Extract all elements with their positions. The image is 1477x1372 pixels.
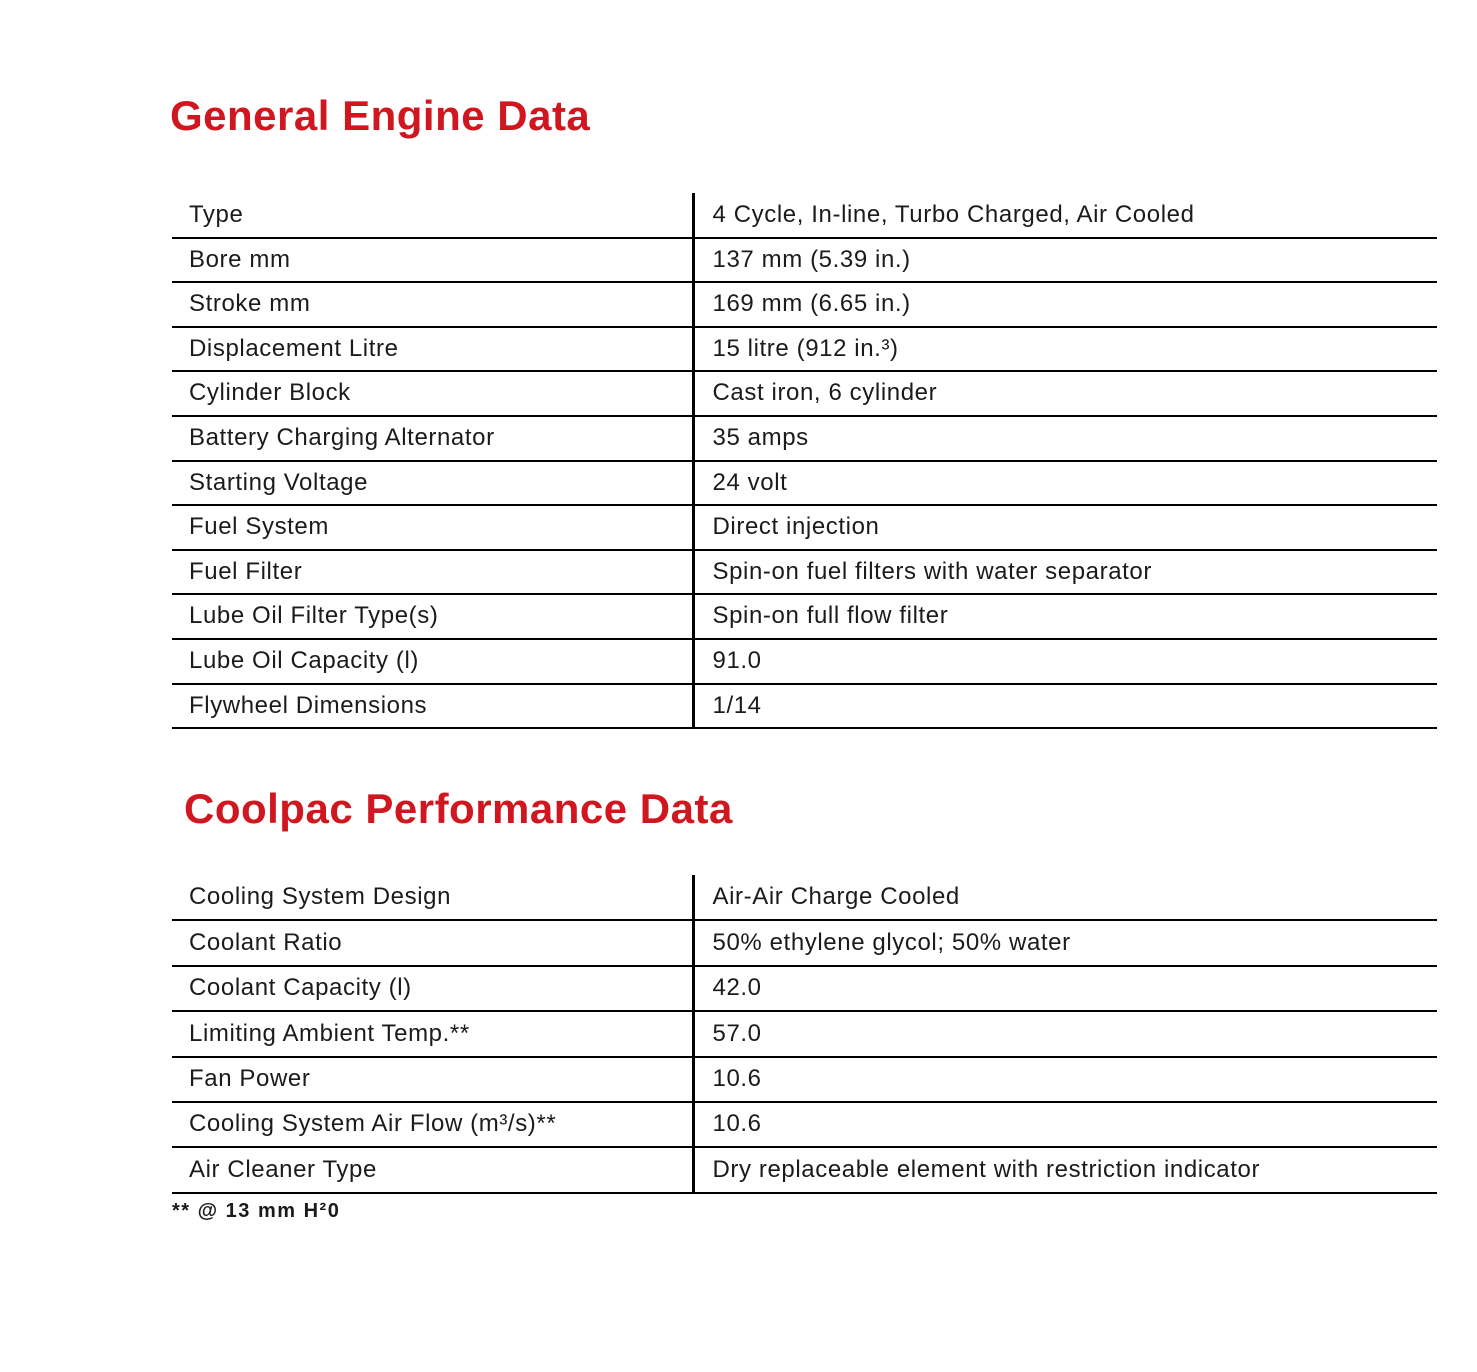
spec-label: Coolant Ratio (172, 920, 693, 965)
spec-value: Direct injection (693, 505, 1437, 550)
spec-label: Coolant Capacity (l) (172, 966, 693, 1011)
spec-value: 50% ethylene glycol; 50% water (693, 920, 1437, 965)
table-row (172, 594, 1437, 639)
spec-label: Fuel Filter (172, 550, 693, 595)
spec-label: Battery Charging Alternator (172, 416, 693, 461)
table-row (172, 1057, 1437, 1102)
table-row (172, 461, 1437, 506)
spec-label: Air Cleaner Type (172, 1147, 693, 1192)
table-row (172, 1011, 1437, 1056)
coolpac-performance-data-table (172, 875, 1437, 1194)
table-row (172, 416, 1437, 461)
spec-value: 91.0 (693, 639, 1437, 684)
table-row (172, 282, 1437, 327)
table-row (172, 639, 1437, 684)
spec-value: Spin-on full flow filter (693, 594, 1437, 639)
spec-label: Lube Oil Capacity (l) (172, 639, 693, 684)
spec-label: Cooling System Design (172, 875, 693, 920)
spec-value: 1/14 (693, 684, 1437, 729)
spec-label: Starting Voltage (172, 461, 693, 506)
spec-value: Cast iron, 6 cylinder (693, 371, 1437, 416)
section-title-general-engine-data: General Engine Data (170, 92, 591, 139)
table-footnote: ** @ 13 mm H²0 (172, 1200, 341, 1222)
spec-value: 35 amps (693, 416, 1437, 461)
spec-label: Cooling System Air Flow (m³/s)** (172, 1102, 693, 1147)
table-row (172, 875, 1437, 920)
table-row (172, 966, 1437, 1011)
spec-value: 57.0 (693, 1011, 1437, 1056)
spec-label: Lube Oil Filter Type(s) (172, 594, 693, 639)
table-row (172, 193, 1437, 238)
spec-value: 169 mm (6.65 in.) (693, 282, 1437, 327)
table-row (172, 1102, 1437, 1147)
spec-value: 42.0 (693, 966, 1437, 1011)
spec-value: Spin-on fuel filters with water separator (693, 550, 1437, 595)
spec-label: Limiting Ambient Temp.** (172, 1011, 693, 1056)
spec-label: Stroke mm (172, 282, 693, 327)
spec-label: Fan Power (172, 1057, 693, 1102)
table-row (172, 920, 1437, 965)
table-row (172, 684, 1437, 729)
spec-label: Fuel System (172, 505, 693, 550)
spec-label: Cylinder Block (172, 371, 693, 416)
section-title-coolpac-performance-data: Coolpac Performance Data (184, 785, 733, 832)
spec-value: 15 litre (912 in.³) (693, 327, 1437, 372)
spec-label: Bore mm (172, 238, 693, 283)
table-row (172, 327, 1437, 372)
spec-label: Type (172, 193, 693, 238)
table-row (172, 1147, 1437, 1192)
table-row (172, 371, 1437, 416)
table-row (172, 238, 1437, 283)
spec-value: 137 mm (5.39 in.) (693, 238, 1437, 283)
spec-value: 4 Cycle, In-line, Turbo Charged, Air Cooled (693, 193, 1437, 238)
spec-value: 10.6 (693, 1057, 1437, 1102)
spec-value: 24 volt (693, 461, 1437, 506)
table-row (172, 505, 1437, 550)
general-engine-data-table (172, 193, 1437, 729)
spec-value: Air-Air Charge Cooled (693, 875, 1437, 920)
spec-value: Dry replaceable element with restriction indicator (693, 1147, 1437, 1192)
spec-label: Flywheel Dimensions (172, 684, 693, 729)
table-row (172, 550, 1437, 595)
spec-label: Displacement Litre (172, 327, 693, 372)
spec-value: 10.6 (693, 1102, 1437, 1147)
